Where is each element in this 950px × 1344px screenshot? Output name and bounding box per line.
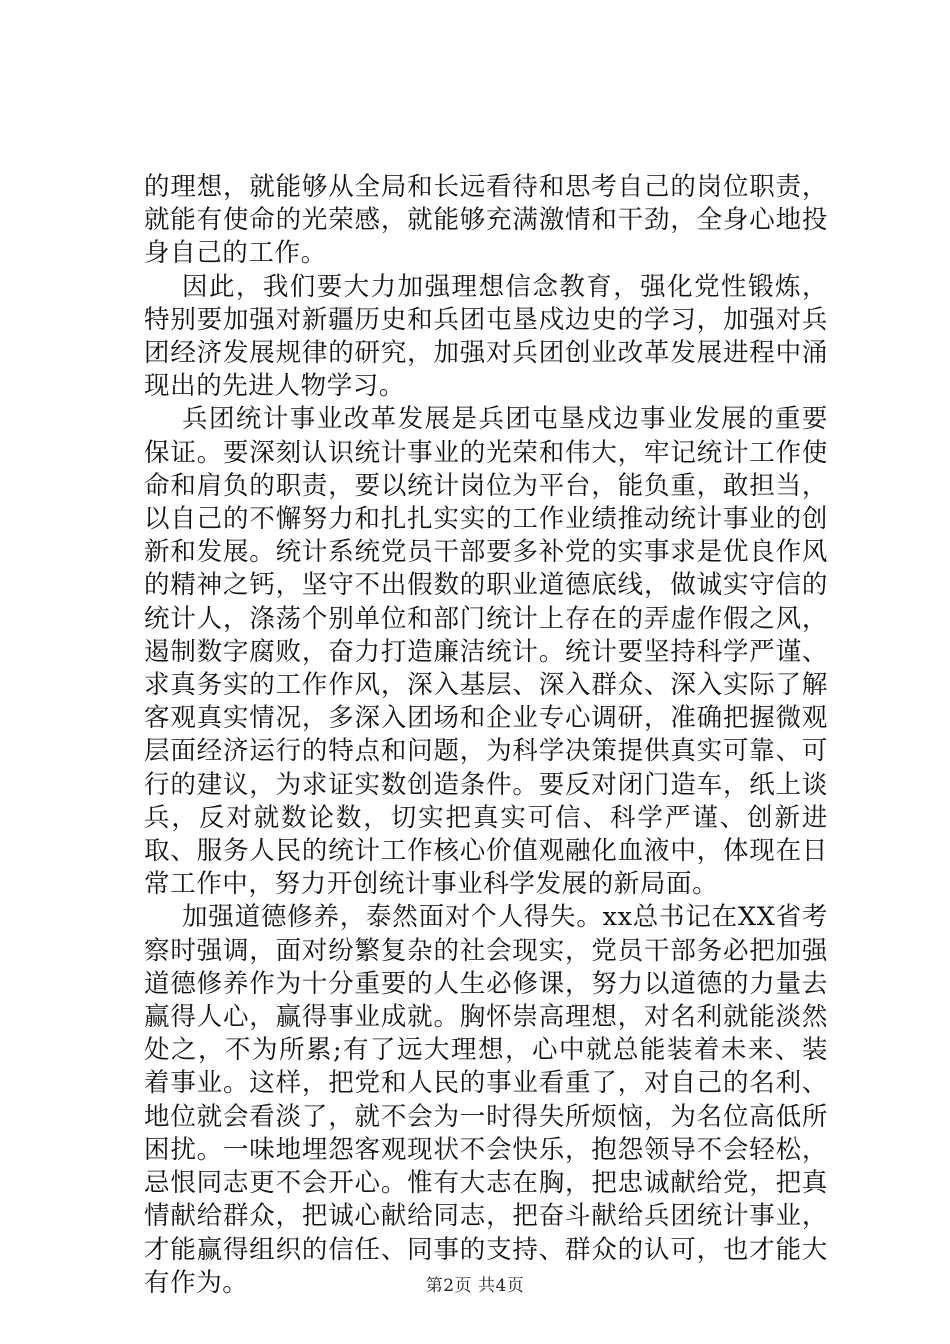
paragraph-4: 加强道德修养，泰然面对个人得失。xx总书记在XX省考察时强调，面对纷繁复杂的社会现实，党员干部务必把加强道德修养作为十分重要的人生必修课，努力以道德的力量去赢得人心，赢得事业成就。胸怀崇高理想，对名利就能淡然处之，不为所累;有了远大理想，心中就总能装着未来、装着事业。这样，把党和人民的事业看重了，对自己的名利、地位就会看淡了，就不会为一时得失所烦恼，为名位高低所困扰。一味地埋怨客观现状不会快乐，抱怨领导不会轻松，忌恨同志更不会开心。惟有大志在胸，把忠诚献给党，把真情献给群众，把诚心献给同志，把奋斗献给兵团统计事业，才能赢得组织的信任、同事的支持、群众的认可，也才能大有作为。	[144, 902, 828, 1298]
paragraph-1: 的理想，就能够从全局和长远看待和思考自己的岗位职责，就能有使命的光荣感，就能够充满激情和干劲，全身心地投身自己的工作。	[144, 172, 828, 269]
page-number-footer: 第2页 共4页	[425, 1276, 525, 1296]
paragraph-2: 因此，我们要大力加强理想信念教育，强化党性锻炼，特别要加强对新疆历史和兵团屯垦戍边史的学习，加强对兵团经济发展规律的研究，加强对兵团创业改革发展进程中涌现出的先进人物学习。	[144, 271, 828, 402]
document-body	[144, 171, 828, 1300]
paragraph-3: 兵团统计事业改革发展是兵团屯垦戍边事业发展的重要保证。要深刻认识统计事业的光荣和伟大，牢记统计工作使命和肩负的职责，要以统计岗位为平台，能负重，敢担当，以自己的不懈努力和扎扎实实的工作业绩推动统计事业的创新和发展。统计系统党员干部要多补党的实事求是优良作风的精神之钙，坚守不出假数的职业道德底线，做诚实守信的统计人，涤荡个别单位和部门统计上存在的弄虚作假之风，遏制数字腐败，奋力打造廉洁统计。统计要坚持科学严谨、求真务实的工作作风，深入基层、深入群众、深入实际了解客观真实情况，多深入团场和企业专心调研，准确把握微观层面经济运行的特点和问题，为科学决策提供真实可靠、可行的建议，为求证实数创造条件。要反对闭门造车，纸上谈兵，反对就数论数，切实把真实可信、科学严谨、创新进取、服务人民的统计工作核心价值观融化血液中，体现在日常工作中，努力开创统计事业科学发展的新局面。	[144, 404, 828, 900]
